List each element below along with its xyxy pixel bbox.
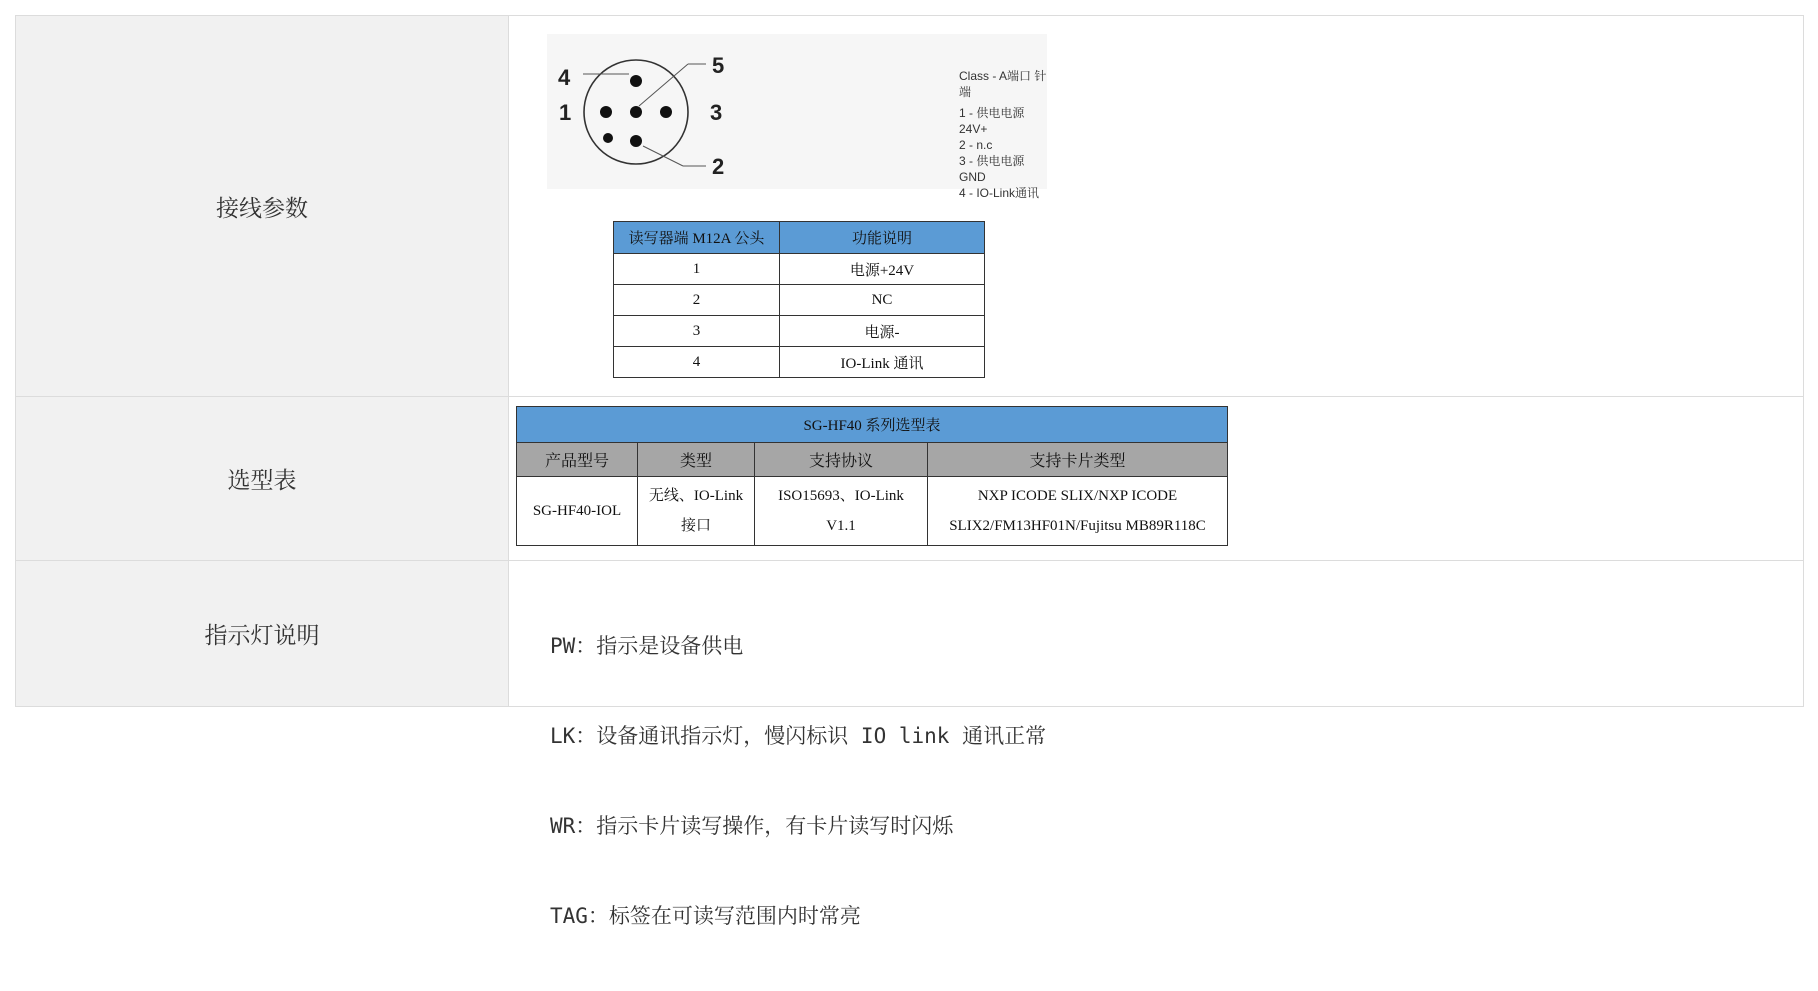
wiring-header-function: 功能说明: [780, 222, 985, 254]
selection-protocol-line: ISO15693、IO-Link: [778, 488, 904, 504]
table-row: [614, 254, 985, 285]
wiring-pin: 2: [614, 285, 780, 316]
table-row: [614, 347, 985, 378]
wiring-table: [613, 221, 985, 378]
wiring-label: 接线参数: [16, 16, 509, 397]
wiring-pin: 4: [614, 347, 780, 378]
pin-label-4: 4: [558, 65, 571, 90]
wiring-function: NC: [780, 285, 985, 316]
wiring-function: IO-Link 通讯: [780, 347, 985, 378]
pin-legend-item: 3 - 供电电源 GND: [959, 154, 1025, 184]
selection-header-cards: 支持卡片类型: [928, 443, 1228, 477]
wiring-function: 电源-: [780, 316, 985, 347]
indicator-row: [16, 561, 1804, 707]
pin-label-3: 3: [710, 100, 723, 125]
indicator-line: LK：设备通讯指示灯，慢闪标识 IO link 通讯正常: [550, 724, 1047, 748]
indicator-line: WR：指示卡片读写操作，有卡片读写时闪烁: [550, 814, 954, 838]
wiring-header-pin: 读写器端 M12A 公头: [614, 222, 780, 254]
spec-table: [15, 15, 1804, 928]
indicator-content: [509, 561, 1804, 928]
pin-label-5: 5: [712, 53, 725, 78]
indicator-line: PW：指示是设备供电: [550, 634, 744, 658]
indicator-label: 指示灯说明: [16, 561, 509, 707]
selection-title-row: [517, 407, 1228, 443]
selection-cards-line: NXP ICODE SLIX/NXP ICODE: [977, 488, 1178, 504]
wiring-content: [509, 16, 1804, 397]
selection-cards-line: SLIX2/FM13HF01N/Fujitsu MB89R118C: [949, 518, 1206, 534]
selection-table: [516, 406, 1228, 546]
selection-cards: [928, 477, 1228, 546]
table-row: [614, 285, 985, 316]
connector-diagram: [547, 34, 1047, 200]
wiring-function: 电源+24V: [780, 254, 985, 285]
pin-legend-item: 2 - n.c: [959, 138, 993, 152]
pin-legend-item: 4 - IO-Link通讯: [959, 186, 1040, 200]
selection-label: 选型表: [16, 397, 509, 561]
selection-protocol-line: V1.1: [826, 518, 856, 534]
selection-title: SG-HF40 系列选型表: [517, 407, 1228, 443]
selection-protocol: [755, 477, 928, 546]
pin-label-2: 2: [712, 154, 725, 179]
selection-type-line: 接口: [680, 518, 711, 534]
table-row: [517, 477, 1228, 546]
selection-row: [16, 397, 1804, 561]
selection-type: [638, 477, 755, 546]
pin-legend-title: Class - A端口 针端: [959, 69, 1047, 99]
table-row: [614, 316, 985, 347]
selection-model: SG-HF40-IOL: [517, 477, 638, 546]
selection-type-line: 无线、IO-Link: [648, 488, 744, 504]
wiring-pin: 3: [614, 316, 780, 347]
wiring-row: [16, 16, 1804, 397]
indicator-list: [550, 571, 1046, 991]
selection-header-model: 产品型号: [517, 443, 638, 477]
pin-legend-item: 1 - 供电电源 24V+: [959, 106, 1025, 136]
pin-legend: [959, 68, 1047, 201]
indicator-line: TAG：标签在可读写范围内时常亮: [550, 904, 861, 928]
pin-label-1: 1: [559, 100, 572, 125]
selection-header-row: [517, 443, 1228, 477]
selection-header-type: 类型: [638, 443, 755, 477]
wiring-header-row: [614, 222, 985, 254]
wiring-pin: 1: [614, 254, 780, 285]
selection-content: [509, 397, 1804, 561]
selection-header-protocol: 支持协议: [755, 443, 928, 477]
